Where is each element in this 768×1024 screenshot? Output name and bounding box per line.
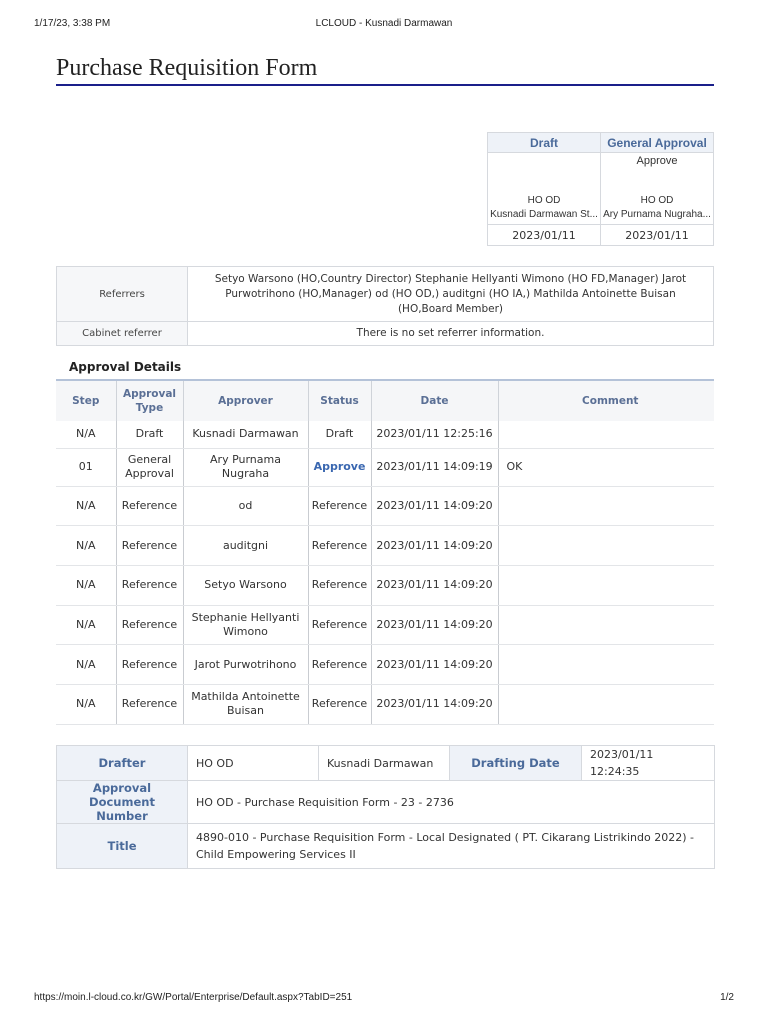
cell-type: Reference [116,605,183,645]
cell-comment [498,565,714,605]
page-number: 1/2 [720,992,734,1003]
form-title: Purchase Requisition Form [56,55,714,86]
header-approval-type: Approval Type [116,381,183,421]
cell-approver: Setyo Warsono [183,565,308,605]
document-info-table [56,745,715,869]
approval-box-signature-general [601,153,714,225]
approval-box-header-general: General Approval [601,133,714,153]
doc-number-label: Approval Document Number [57,781,188,824]
cell-type: Reference [116,526,183,566]
cell-date: 2023/01/11 14:09:20 [371,684,498,724]
header-date: Date [371,381,498,421]
drafter-label: Drafter [57,746,188,781]
cell-comment [498,526,714,566]
signature-name: Kusnadi Darmawan St... [490,209,598,220]
approval-box-header-draft: Draft [488,133,601,153]
cell-date: 2023/01/11 14:09:19 [371,448,498,486]
cell-approver: Ary Purnama Nugraha [183,448,308,486]
cell-date: 2023/01/11 14:09:20 [371,486,498,526]
drafting-date-value: 2023/01/11 12:24:35 [582,746,715,781]
signature-name: Ary Purnama Nugraha... [603,209,711,220]
details-header-row [56,381,714,421]
cell-status: Approve [308,448,371,486]
cell-status: Reference [308,565,371,605]
cell-approver: Stephanie Hellyanti Wimono [183,605,308,645]
drafter-dept: HO OD [188,746,319,781]
referrers-label: Referrers [57,267,188,322]
print-page-title: LCLOUD - Kusnadi Darmawan [315,18,453,29]
cell-status: Reference [308,486,371,526]
cell-type: Reference [116,645,183,685]
table-row [56,684,714,724]
approval-signature-box [487,132,714,246]
approval-box-signature-draft [488,153,601,225]
cell-step: N/A [56,605,116,645]
cell-comment [498,645,714,685]
cell-status: Reference [308,526,371,566]
table-row [56,565,714,605]
cell-date: 2023/01/11 14:09:20 [371,526,498,566]
cell-date: 2023/01/11 14:09:20 [371,605,498,645]
cell-step: N/A [56,565,116,605]
cell-step: N/A [56,486,116,526]
referrers-table [56,266,714,346]
title-label: Title [57,824,188,869]
table-row [56,605,714,645]
cell-step: 01 [56,448,116,486]
cell-type: Reference [116,684,183,724]
cell-type: Reference [116,565,183,605]
header-status: Status [308,381,371,421]
cell-comment [498,605,714,645]
approval-box-date-draft: 2023/01/11 [488,225,601,246]
cell-approver: od [183,486,308,526]
cabinet-referrer-value: There is no set referrer information. [188,322,714,346]
table-row [56,486,714,526]
cell-approver: auditgni [183,526,308,566]
signature-status: Approve [636,155,678,167]
page-url: https://moin.l-cloud.co.kr/GW/Portal/Enterprise/Default.aspx?TabID=251 [34,992,353,1003]
cell-status: Reference [308,684,371,724]
drafting-date-label: Drafting Date [450,746,582,781]
cell-comment: OK [498,448,714,486]
cell-date: 2023/01/11 12:25:16 [371,421,498,448]
cell-date: 2023/01/11 14:09:20 [371,565,498,605]
title-value: 4890-010 - Purchase Requisition Form - Local Designated ( PT. Cikarang Listrikindo 2022) - Child Empowering Services II [188,824,715,869]
cell-approver: Mathilda Antoinette Buisan [183,684,308,724]
drafter-name: Kusnadi Darmawan [319,746,450,781]
cell-type: General Approval [116,448,183,486]
signature-dept: HO OD [640,195,674,206]
print-datetime: 1/17/23, 3:38 PM [34,18,111,29]
cell-status: Reference [308,605,371,645]
table-row [56,645,714,685]
approval-box-date-general: 2023/01/11 [601,225,714,246]
signature-dept: HO OD [527,195,561,206]
cell-step: N/A [56,684,116,724]
approval-details-title: Approval Details [69,360,182,374]
cell-step: N/A [56,526,116,566]
table-row [56,421,714,448]
referrers-value: Setyo Warsono (HO,Country Director) Stephanie Hellyanti Wimono (HO FD,Manager) Jarot Purwotrihono (HO,Manager) od (HO OD,) auditgni (HO IA,) Mathilda Antoinette Buisan (HO,Board Member) [188,267,714,322]
header-comment: Comment [498,381,714,421]
doc-number-value: HO OD - Purchase Requisition Form - 23 - 2736 [188,781,715,824]
cell-status: Reference [308,645,371,685]
cell-date: 2023/01/11 14:09:20 [371,645,498,685]
cabinet-referrer-label: Cabinet referrer [57,322,188,346]
cell-step: N/A [56,645,116,685]
cell-comment [498,684,714,724]
approval-details-table [56,381,714,725]
table-row [56,526,714,566]
cell-status: Draft [308,421,371,448]
cell-comment [498,486,714,526]
cell-comment [498,421,714,448]
cell-type: Reference [116,486,183,526]
cell-step: N/A [56,421,116,448]
header-step: Step [56,381,116,421]
table-row [56,448,714,486]
print-footer [34,992,734,1006]
cell-approver: Kusnadi Darmawan [183,421,308,448]
print-header [34,18,734,32]
cell-approver: Jarot Purwotrihono [183,645,308,685]
cell-type: Draft [116,421,183,448]
header-approver: Approver [183,381,308,421]
